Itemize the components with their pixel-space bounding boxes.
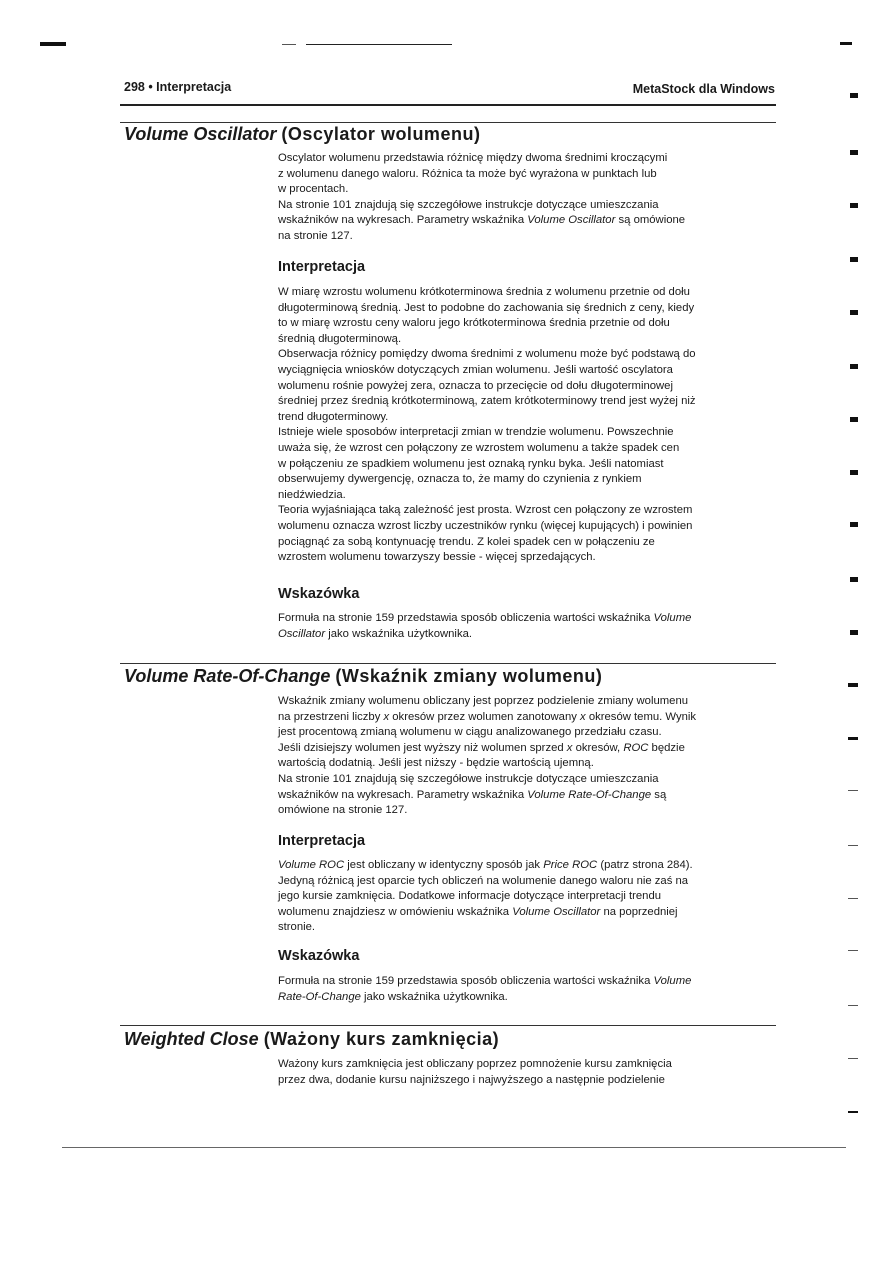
subheading-interpretacja-1: Interpretacja xyxy=(278,259,366,275)
scan-artifact-mark xyxy=(840,42,852,45)
section-title-weighted-close xyxy=(124,1029,499,1050)
scan-artifact-line xyxy=(306,44,452,45)
scan-artifact-line xyxy=(848,950,858,951)
scan-artifact-line xyxy=(848,1005,858,1006)
scan-artifact-mark xyxy=(850,470,858,475)
scan-artifact-mark xyxy=(850,257,858,262)
intro-paragraph: Oscylator wolumenu przedstawia różnicę między dwoma średnimi kroczącymi z wolumenu danego waloru. Różnica ta może być wyrażona w punktach lub w procentach. Na stronie 101 znajdują się szczegółowe instrukcje dotyczące umieszczania wskaźników na wykresach. Parametry wskaźnika Volume Oscillator są omówione na stronie 127. xyxy=(278,152,686,242)
section-rule-volume-roc xyxy=(120,663,776,664)
intro-paragraph: Wskaźnik zmiany wolumenu obliczany jest poprzez podzielenie zmiany wolumenu na przestrzeni liczby x okresów przez wolumen zanotowany x okresów temu. Wynik jest procentową zmianą wolumenu w ciągu analizowanego przedziału czasu. Jeśli dzisiejszy wolumen jest wyższy niż wolumen sprzed x okresów, ROC będzie wartością dodatnią. Jeśli jest niższy - będzie wartością ujemną. Na stronie 101 znajdują się szczegółowe instrukcje dotyczące umieszczania wskaźników na wykresach. Parametry wskaźnika Volume Rate-Of-Change są omówione na stronie 127. xyxy=(278,695,697,817)
scan-artifact-mark xyxy=(850,630,858,635)
scan-artifact-mark xyxy=(850,203,858,208)
tip-text-volume-oscillator: Formuła na stronie 159 przedstawia sposób obliczenia wartości wskaźnika Volume Oscillator jako wskaźnika użytkownika. xyxy=(278,612,692,640)
header-rule xyxy=(120,104,776,106)
scan-artifact-line xyxy=(848,790,858,791)
interpretation-text-volume-oscillator: W miarę wzrostu wolumenu krótkoterminowa średnia z wolumenu przetnie od dołu długoterminową średnią. Jest to podobne do zachowania się średnich z ceny, kiedy to w miarę wzrostu ceny waloru jego krótkoterminowa średnia przetnie od dołu średnią długoterminową. Obserwacja różnicy pomiędzy dwoma średnimi z wolumenu może być podstawą do wyciągnięcia wniosków dotyczących zmian wolumenu. Jeśli wartość oscylatora wolumenu rośnie powyżej zera, oznacza to przecięcie od dołu długoterminowej średniej przez średnią krótkoterminową, zatem krótkoterminowy trend jest wyżej niż trend długoterminowy. Istnieje wiele sposobów interpretacji zmian w trendzie wolumenu. Powszechnie uważa się, że wzrost cen połączony ze wzrostem wolumenu a także spadek cen w połączeniu ze spadkiem wolumenu jest oznaką rynku byka. Jeśli natomiast obserwujemy dywergencję, oznacza to, że mamy do czynienia z rynkiem niedźwiedzia. Teoria wyjaśniająca taką zależność jest prosta. Wzrost cen połączony ze wzrostem wolumenu oznacza wzrost liczby uczestników rynku (więcej kupujących) i powinien pociągnąć za sobą kontynuację trendu. Z kolei spadek cen w połączeniu ze wzrostem wolumenu towarzyszy bessie - więcej sprzedających. xyxy=(278,286,696,564)
scan-artifact-line xyxy=(848,1058,858,1059)
scan-artifact-mark xyxy=(850,93,858,98)
scan-artifact-line xyxy=(848,898,858,899)
interpretation-text-volume-roc: Volume ROC jest obliczany w identyczny sposób jak Price ROC (patrz strona 284). Jedyną różnicą jest oparcie tych obliczeń na wolumenie danego waloru nie zaś na jego kursie zamknięcia. Dodatkowe informacje dotyczące interpretacji trendu wolumenu znajdziesz w omówieniu wskaźnika Volume Oscillator na poprzedniej stronie. xyxy=(278,859,693,934)
book-title-header: MetaStock dla Windows xyxy=(632,82,775,96)
scan-artifact-mark xyxy=(850,310,858,315)
scan-artifact-mark xyxy=(848,683,858,687)
subheading-interpretacja-2: Interpretacja xyxy=(278,833,366,849)
section-translation: (Ważony kurs zamknięcia) xyxy=(263,1029,500,1049)
scan-artifact-mark xyxy=(850,577,858,582)
section-translation: (Oscylator wolumenu) xyxy=(281,124,481,144)
page-number-header: 298 • Interpretacja xyxy=(124,80,232,94)
tip-text-volume-roc: Formuła na stronie 159 przedstawia sposób obliczenia wartości wskaźnika Volume Rate-Of-Change jako wskaźnika użytkownika. xyxy=(278,975,692,1003)
scan-artifact-mark xyxy=(850,417,858,422)
section-body-weighted-close xyxy=(278,1057,778,1088)
section-term: Weighted Close xyxy=(124,1029,259,1049)
scan-artifact-mark xyxy=(850,364,858,369)
scan-artifact-mark xyxy=(850,150,858,155)
scan-artifact-mark xyxy=(848,1111,858,1113)
section-title-volume-roc xyxy=(124,666,602,687)
scan-artifact-mark xyxy=(850,522,858,527)
scan-artifact-mark xyxy=(40,42,66,46)
subheading-wskazowka-2: Wskazówka xyxy=(278,948,360,964)
section-rule-weighted-close xyxy=(120,1025,776,1026)
section-rule-volume-oscillator xyxy=(120,122,776,123)
scan-artifact-mark xyxy=(848,737,858,740)
section-body-volume-oscillator xyxy=(278,151,778,245)
section-term: Volume Rate-Of-Change xyxy=(124,666,331,686)
scan-artifact-bottom-line xyxy=(62,1147,846,1148)
section-term: Volume Oscillator xyxy=(124,124,277,144)
subheading-wskazowka-1: Wskazówka xyxy=(278,586,360,602)
section-title-volume-oscillator xyxy=(124,124,480,145)
scan-artifact-line xyxy=(848,845,858,846)
section-body-volume-roc xyxy=(278,694,778,819)
intro-paragraph: Ważony kurs zamknięcia jest obliczany poprzez pomnożenie kursu zamknięcia przez dwa, dodanie kursu najniższego i najwyższego a następnie podzielenie xyxy=(278,1058,672,1086)
section-translation: (Wskaźnik zmiany wolumenu) xyxy=(335,666,603,686)
scan-artifact-line xyxy=(282,44,296,45)
